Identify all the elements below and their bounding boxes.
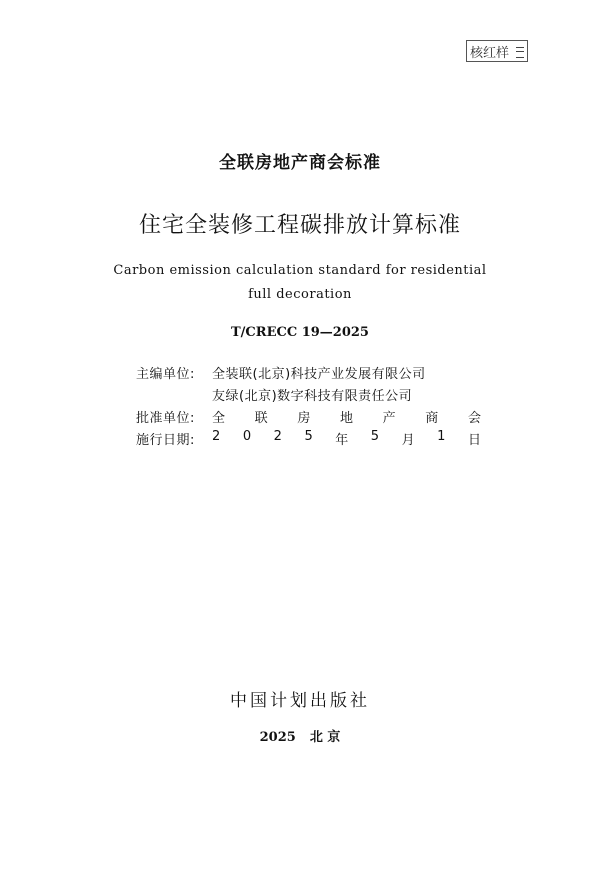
approver-char: 联 [254, 410, 268, 426]
publication-year: 2025 [259, 730, 296, 745]
effective-date-char: 5 [304, 428, 313, 444]
effective-date-char: 2 [212, 428, 221, 444]
standard-code: T/CRECC 19—2025 [231, 325, 369, 340]
effective-date-char: 2 [273, 428, 282, 444]
effective-date-char: 5 [370, 428, 380, 444]
approver-char: 全 [212, 410, 226, 426]
organization-title: 全联房地产商会标准 [219, 153, 381, 173]
approver-char: 会 [467, 410, 481, 426]
chief-editor-2: 友绿(北京)数字科技有限责任公司 [212, 388, 413, 404]
publisher-name: 中国计划出版社 [230, 691, 370, 711]
chief-editor-row-2 [136, 383, 481, 405]
effective-date-value [212, 429, 481, 448]
approver-char: 房 [297, 410, 311, 426]
standard-title-en [0, 259, 600, 307]
effective-date-char: 年 [335, 432, 349, 448]
approver-row [136, 405, 481, 427]
approver-value [212, 407, 481, 426]
proof-stamp-text: 核红样 [470, 45, 510, 61]
effective-date-char: 1 [437, 428, 446, 444]
proof-stamp [466, 40, 528, 62]
effective-date-row [136, 427, 481, 449]
chief-editor-row [136, 361, 481, 383]
publication-line [0, 726, 600, 745]
effective-date-char: 日 [467, 432, 481, 448]
approver-char: 产 [382, 410, 396, 426]
approver-char: 商 [425, 410, 439, 426]
approver-label: 批准单位: [136, 410, 195, 426]
chief-editor-1: 全装联(北京)科技产业发展有限公司 [212, 366, 426, 382]
standard-title-cn: 住宅全装修工程碳排放计算标准 [138, 213, 461, 238]
title-en-line-1: Carbon emission calculation standard for residential [113, 263, 487, 278]
approver-char: 地 [339, 410, 353, 426]
effective-date-char: 0 [242, 428, 252, 444]
chief-editor-label: 主编单位: [136, 366, 195, 382]
effective-date-label: 施行日期: [136, 432, 195, 448]
publication-city: 北 京 [309, 730, 341, 745]
effective-date-char: 月 [401, 432, 415, 448]
stamp-lines-icon [516, 47, 524, 58]
info-block [136, 361, 481, 449]
title-en-line-2: full decoration [248, 287, 352, 302]
